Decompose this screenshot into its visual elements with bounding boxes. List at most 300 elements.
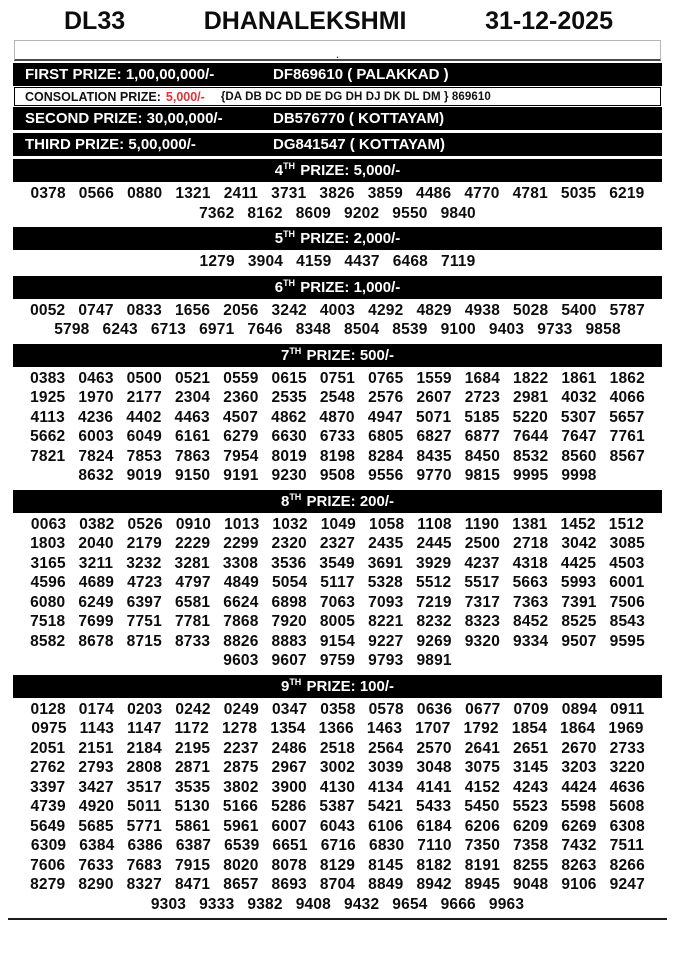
winning-numbers-row xyxy=(0,778,675,798)
winning-number: 8567 xyxy=(609,447,645,465)
winning-number: 7358 xyxy=(513,837,549,854)
winning-number: 9106 xyxy=(561,876,597,893)
winning-number: 1172 xyxy=(174,720,209,737)
winning-number: 8452 xyxy=(513,613,549,630)
winning-number: 3549 xyxy=(319,554,355,572)
winning-number: 6805 xyxy=(368,428,404,445)
winning-number: 3145 xyxy=(513,759,549,776)
winning-number: 2056 xyxy=(223,301,259,319)
winning-number: 1862 xyxy=(609,369,645,387)
winning-number: 5608 xyxy=(609,798,645,815)
winning-number: 9995 xyxy=(513,467,549,484)
winning-numbers-row xyxy=(0,301,675,321)
consolation-label: CONSOLATION PRIZE: xyxy=(25,89,161,104)
winning-number: 8182 xyxy=(416,856,452,874)
winning-number: 4739 xyxy=(30,798,66,815)
winning-number: 5517 xyxy=(464,574,500,591)
winning-number: 8020 xyxy=(223,856,259,874)
winning-numbers-row xyxy=(0,651,675,671)
winning-number: 5993 xyxy=(560,574,597,591)
winning-number: 2641 xyxy=(464,739,501,757)
winning-number: 7646 xyxy=(247,321,283,338)
winning-number: 8078 xyxy=(271,856,307,874)
winning-number: 8942 xyxy=(416,876,452,893)
winning-number: 3048 xyxy=(416,759,452,776)
winning-number: 3929 xyxy=(416,554,452,572)
header xyxy=(0,0,675,39)
winning-number: 0347 xyxy=(271,700,308,718)
winning-number: 3203 xyxy=(561,759,597,776)
winning-number: 7518 xyxy=(30,613,66,630)
winning-number: 8715 xyxy=(126,632,162,650)
winning-number: 2733 xyxy=(609,739,645,757)
winning-number: 1656 xyxy=(174,301,211,319)
winning-number: 9507 xyxy=(561,632,597,650)
consolation-row xyxy=(14,87,661,106)
prize-tier-bar xyxy=(14,228,661,249)
winning-numbers-row xyxy=(0,836,675,856)
prize-tier-title: 5TH PRIZE: 2,000/- xyxy=(274,229,401,247)
winning-number: 6279 xyxy=(223,428,259,445)
winning-number: 9150 xyxy=(174,467,211,484)
winning-number: 9154 xyxy=(319,632,356,650)
winning-number: 5861 xyxy=(174,817,211,835)
prize-tier-bar xyxy=(14,277,661,298)
winning-number: 9333 xyxy=(199,895,235,913)
winning-number: 5598 xyxy=(560,798,597,815)
winning-number: 3165 xyxy=(30,554,66,572)
winning-number: 3039 xyxy=(368,759,404,776)
winning-number: 8826 xyxy=(223,632,259,650)
winning-number: 0747 xyxy=(78,301,114,319)
winning-number: 8539 xyxy=(392,321,428,338)
winning-number: 7093 xyxy=(368,593,404,611)
winning-number: 3211 xyxy=(78,554,114,572)
winning-number: 6308 xyxy=(609,817,645,835)
winning-number: 1970 xyxy=(78,389,114,406)
winning-number: 9432 xyxy=(344,895,380,913)
winning-number: 1143 xyxy=(79,720,115,737)
winning-number: 4507 xyxy=(222,408,259,426)
winning-number: 6106 xyxy=(368,817,404,835)
winning-number: 4797 xyxy=(175,574,211,591)
winning-number: 4425 xyxy=(560,554,597,572)
winning-number: 8129 xyxy=(319,856,356,874)
winning-number: 2518 xyxy=(319,739,356,757)
winning-numbers-row xyxy=(0,408,675,428)
winning-number: 2040 xyxy=(78,535,114,552)
winning-number: 9048 xyxy=(513,876,549,893)
winning-number: 7063 xyxy=(319,593,356,611)
winning-number: 2179 xyxy=(126,535,162,552)
winning-number: 0500 xyxy=(126,369,162,387)
winning-number: 4437 xyxy=(344,253,380,270)
winning-number: 8632 xyxy=(78,467,114,484)
winning-number: 1684 xyxy=(464,369,501,387)
winning-number: 4424 xyxy=(561,778,597,796)
winning-number: 7506 xyxy=(609,593,645,611)
winning-numbers-row xyxy=(0,856,675,876)
winning-number: 2967 xyxy=(271,759,307,776)
winning-number: 8191 xyxy=(464,856,501,874)
winning-number: 7824 xyxy=(78,447,114,465)
winning-number: 0526 xyxy=(127,515,163,533)
winning-number: 8883 xyxy=(271,632,307,650)
winning-number: 8704 xyxy=(319,876,356,893)
winning-numbers-row xyxy=(0,719,675,739)
winning-number: 2548 xyxy=(319,389,356,406)
prize-tier-bar xyxy=(14,491,661,512)
winning-number: 9603 xyxy=(223,652,259,669)
winning-number: 5028 xyxy=(513,301,549,319)
winning-number: 4636 xyxy=(609,778,645,796)
winning-number: 9019 xyxy=(126,467,162,484)
winning-numbers-row xyxy=(0,369,675,389)
winning-numbers-row xyxy=(0,466,675,486)
consolation-amount: 5,000/- xyxy=(165,89,205,104)
winning-number: 4829 xyxy=(416,301,452,319)
winning-number: 8019 xyxy=(271,447,307,465)
winning-number: 8849 xyxy=(368,876,404,893)
winning-number: 9815 xyxy=(464,467,501,484)
winning-number: 1822 xyxy=(513,369,549,387)
winning-number: 5220 xyxy=(512,408,548,426)
winning-number: 6539 xyxy=(224,837,260,854)
winning-number: 8657 xyxy=(223,876,259,893)
winning-number: 5662 xyxy=(30,428,66,445)
winning-number: 4849 xyxy=(223,574,259,591)
winning-number: 7863 xyxy=(174,447,211,465)
winning-number: 0615 xyxy=(271,369,307,387)
winning-number: 6898 xyxy=(271,593,307,611)
winning-number: 6630 xyxy=(271,428,307,445)
winning-number: 8232 xyxy=(416,613,452,630)
third-prize-bar xyxy=(14,134,661,155)
winning-numbers-row xyxy=(0,320,675,340)
winning-number: 0566 xyxy=(78,185,115,202)
winning-number: 9191 xyxy=(223,467,259,484)
winning-number: 7110 xyxy=(417,837,452,854)
winning-number: 9998 xyxy=(561,467,597,484)
winning-number: 2184 xyxy=(126,739,162,757)
prize-section xyxy=(0,228,675,272)
winning-number: 5286 xyxy=(271,798,307,815)
winning-number: 0578 xyxy=(368,700,404,718)
winning-number: 0677 xyxy=(465,700,501,718)
winning-numbers-row xyxy=(0,632,675,652)
prize-tier-title: 6TH PRIZE: 1,000/- xyxy=(274,277,401,296)
winning-number: 6384 xyxy=(79,837,115,854)
winning-number: 5387 xyxy=(319,798,355,815)
winning-number: 0383 xyxy=(30,369,66,387)
winning-number: 8733 xyxy=(174,632,211,650)
winning-number: 4596 xyxy=(30,574,66,591)
winning-number: 5117 xyxy=(320,574,355,591)
winning-number: 7954 xyxy=(223,447,259,465)
second-prize-bar xyxy=(14,108,661,129)
prize-tier-bar xyxy=(14,676,661,697)
winning-number: 9759 xyxy=(319,652,356,669)
winning-number: 8471 xyxy=(174,876,211,893)
winning-number: 5071 xyxy=(416,408,452,426)
winning-number: 5798 xyxy=(54,321,90,338)
winning-number: 5035 xyxy=(560,185,597,202)
winning-number: 5421 xyxy=(367,798,404,815)
winning-number: 5011 xyxy=(127,798,162,815)
winning-number: 7761 xyxy=(609,428,645,445)
winning-number: 9654 xyxy=(392,895,428,913)
winning-number: 6269 xyxy=(561,817,597,835)
winning-number: 4463 xyxy=(174,408,210,426)
winning-number: 6971 xyxy=(199,321,235,338)
winning-number: 8290 xyxy=(78,876,114,893)
winning-number: 9556 xyxy=(368,467,404,484)
winning-numbers-row xyxy=(0,184,675,204)
winning-number: 7606 xyxy=(30,856,66,874)
winning-number: 9403 xyxy=(488,321,525,338)
winning-number: 6080 xyxy=(30,593,66,611)
winning-number: 4689 xyxy=(78,574,115,591)
winning-number: 2762 xyxy=(30,759,66,776)
winning-number: 9269 xyxy=(416,632,452,650)
winning-number: 4130 xyxy=(319,778,356,796)
winning-number: 3731 xyxy=(271,185,307,202)
winning-number: 4032 xyxy=(561,389,597,406)
winning-number: 1803 xyxy=(30,535,66,552)
winning-number: 2411 xyxy=(223,185,259,202)
winning-number: 9334 xyxy=(513,632,549,650)
winning-number: 4113 xyxy=(30,408,65,426)
prize-tier-bar xyxy=(14,160,661,181)
bottom-rule xyxy=(8,918,667,920)
prize-section xyxy=(0,345,675,486)
winning-number: 2564 xyxy=(368,739,404,757)
winning-number: 5185 xyxy=(464,408,500,426)
winning-number: 8945 xyxy=(464,876,501,893)
winning-number: 0063 xyxy=(30,515,67,533)
winning-number: 2875 xyxy=(223,759,259,776)
winning-number: 3232 xyxy=(126,554,162,572)
winning-number: 6468 xyxy=(392,253,429,270)
winning-number: 3042 xyxy=(561,535,597,552)
winning-number: 9891 xyxy=(416,652,452,669)
winning-number: 9963 xyxy=(488,895,525,913)
winning-number: 8532 xyxy=(513,447,549,465)
winning-number: 7683 xyxy=(126,856,162,874)
winning-number: 8543 xyxy=(609,613,645,630)
winning-number: 2871 xyxy=(174,759,211,776)
winning-number: 0894 xyxy=(561,700,598,718)
winning-number: 2051 xyxy=(30,739,66,757)
winning-number: 0559 xyxy=(223,369,259,387)
winning-number: 8284 xyxy=(368,447,404,465)
winning-number: 3904 xyxy=(247,253,284,270)
winning-number: 6219 xyxy=(609,185,645,202)
winning-number: 9595 xyxy=(609,632,645,650)
winning-number: 7751 xyxy=(126,613,162,630)
winning-number: 6397 xyxy=(126,593,162,611)
winning-number: 1463 xyxy=(366,720,403,737)
winning-number: 1049 xyxy=(320,515,356,533)
winning-number: 2327 xyxy=(319,535,356,552)
winning-number: 8263 xyxy=(561,856,597,874)
winning-number: 8504 xyxy=(344,321,380,338)
note-box xyxy=(14,40,661,61)
winning-number: 6733 xyxy=(319,428,356,445)
winning-number: 3517 xyxy=(126,778,162,796)
winning-number: 8560 xyxy=(561,447,597,465)
winning-number: 6877 xyxy=(464,428,501,445)
winning-number: 6581 xyxy=(174,593,211,611)
winning-number: 6827 xyxy=(416,428,452,445)
winning-number: 6249 xyxy=(78,593,114,611)
prize-section xyxy=(0,160,675,223)
winning-number: 3308 xyxy=(222,554,259,572)
winning-number: 2500 xyxy=(464,535,501,552)
winning-number: 4066 xyxy=(609,389,645,406)
winning-number: 7219 xyxy=(416,593,452,611)
winning-number: 8221 xyxy=(368,613,404,630)
winning-number: 0358 xyxy=(320,700,356,718)
winning-number: 6209 xyxy=(513,817,549,835)
winning-number: 0833 xyxy=(126,301,162,319)
lower-prizes xyxy=(0,160,675,914)
winning-number: 0242 xyxy=(175,700,211,718)
winning-number: 1864 xyxy=(560,720,596,737)
winning-number: 3075 xyxy=(464,759,501,776)
winning-number: 2320 xyxy=(271,535,307,552)
first-prize-winner: DF869610 ( PALAKKAD ) xyxy=(273,66,449,83)
winning-number: 0382 xyxy=(79,515,115,533)
winning-number: 4134 xyxy=(368,778,404,796)
winning-numbers-row xyxy=(0,554,675,574)
winning-number: 3826 xyxy=(319,185,355,202)
winning-number: 2151 xyxy=(78,739,114,757)
winning-numbers-row xyxy=(0,895,675,915)
winning-number: 6184 xyxy=(416,817,452,835)
winning-number: 7391 xyxy=(561,593,597,611)
winning-number: 8450 xyxy=(464,447,501,465)
winning-number: 4237 xyxy=(464,554,500,572)
winning-number: 4003 xyxy=(319,301,356,319)
winning-numbers-row xyxy=(0,612,675,632)
winning-number: 3002 xyxy=(319,759,356,776)
winning-number: 1707 xyxy=(415,720,451,737)
winning-number: 5400 xyxy=(561,301,597,319)
winning-number: 2177 xyxy=(126,389,162,406)
winning-number: 2535 xyxy=(271,389,307,406)
winning-number: 0751 xyxy=(319,369,356,387)
prize-tier-title: 7TH PRIZE: 500/- xyxy=(280,345,395,364)
winning-numbers-row xyxy=(0,593,675,613)
winning-number: 1190 xyxy=(464,515,500,533)
winning-number: 0975 xyxy=(31,720,67,737)
winning-numbers-row xyxy=(0,739,675,759)
winning-number: 5450 xyxy=(464,798,500,815)
winning-number: 5328 xyxy=(367,574,404,591)
first-prize-bar xyxy=(14,64,661,85)
winning-number: 9666 xyxy=(440,895,476,913)
winning-number: 1381 xyxy=(512,515,548,533)
winning-number: 1278 xyxy=(221,720,258,737)
winning-number: 4947 xyxy=(367,408,404,426)
winning-number: 2576 xyxy=(368,389,404,406)
winning-number: 9320 xyxy=(464,632,501,650)
winning-number: 8145 xyxy=(368,856,404,874)
winning-number: 3859 xyxy=(367,185,404,202)
winning-number: 3281 xyxy=(174,554,210,572)
winning-numbers-row xyxy=(0,427,675,447)
winning-number: 1792 xyxy=(463,720,499,737)
winning-numbers-row xyxy=(0,573,675,593)
winning-number: 4152 xyxy=(464,778,501,796)
winning-numbers-row xyxy=(0,797,675,817)
winning-number: 7362 xyxy=(199,204,235,222)
winning-number: 9247 xyxy=(609,876,645,893)
winning-number: 2229 xyxy=(174,535,211,552)
consolation-series: {DA DB DC DD DE DG DH DJ DK DL DM } 869610 xyxy=(220,90,491,103)
winning-number: 8348 xyxy=(295,321,331,338)
winning-number: 8323 xyxy=(464,613,501,630)
winning-number: 8198 xyxy=(319,447,356,465)
winning-number: 4243 xyxy=(513,778,549,796)
winning-number: 8678 xyxy=(78,632,114,650)
winning-number: 9858 xyxy=(585,321,621,338)
winning-numbers-row xyxy=(0,758,675,778)
winning-number: 6001 xyxy=(609,574,645,591)
winning-number: 4236 xyxy=(77,408,114,426)
winning-number: 6243 xyxy=(102,321,138,338)
prize-tier-bar xyxy=(14,345,661,366)
winning-number: 4723 xyxy=(127,574,163,591)
winning-number: 9408 xyxy=(295,895,331,913)
winning-number: 9550 xyxy=(392,204,428,222)
winning-number: 2486 xyxy=(271,739,307,757)
winning-number: 0765 xyxy=(368,369,404,387)
winning-number: 8525 xyxy=(561,613,597,630)
winning-number: 1013 xyxy=(224,515,260,533)
winning-number: 5523 xyxy=(512,798,548,815)
prize-section xyxy=(0,277,675,340)
winning-number: 7699 xyxy=(78,613,114,630)
winning-number: 4862 xyxy=(271,408,307,426)
first-prize-label: FIRST PRIZE: 1,00,00,000/- xyxy=(25,66,215,83)
winning-number: 1559 xyxy=(416,369,452,387)
winning-number: 1969 xyxy=(608,720,644,737)
winning-number: 5685 xyxy=(78,817,114,835)
winning-number: 4770 xyxy=(464,185,500,202)
winning-numbers-row xyxy=(0,388,675,408)
winning-number: 5433 xyxy=(416,798,452,815)
winning-number: 9303 xyxy=(150,895,187,913)
winning-number: 8693 xyxy=(271,876,307,893)
winning-number: 0174 xyxy=(78,700,115,718)
winning-number: 2304 xyxy=(174,389,211,406)
winning-number: 3085 xyxy=(609,535,645,552)
winning-number: 1108 xyxy=(417,515,452,533)
winning-number: 0052 xyxy=(30,301,66,319)
winning-number: 5657 xyxy=(609,408,645,426)
winning-number: 9382 xyxy=(247,895,283,913)
winning-number: 3397 xyxy=(30,778,66,796)
winning-number: 3536 xyxy=(271,554,307,572)
winning-number: 7781 xyxy=(174,613,211,630)
winning-number: 8279 xyxy=(30,876,66,893)
winning-number: 6651 xyxy=(272,837,308,854)
winning-number: 4402 xyxy=(126,408,162,426)
winning-number: 7821 xyxy=(30,447,66,465)
winning-number: 1279 xyxy=(199,253,235,270)
